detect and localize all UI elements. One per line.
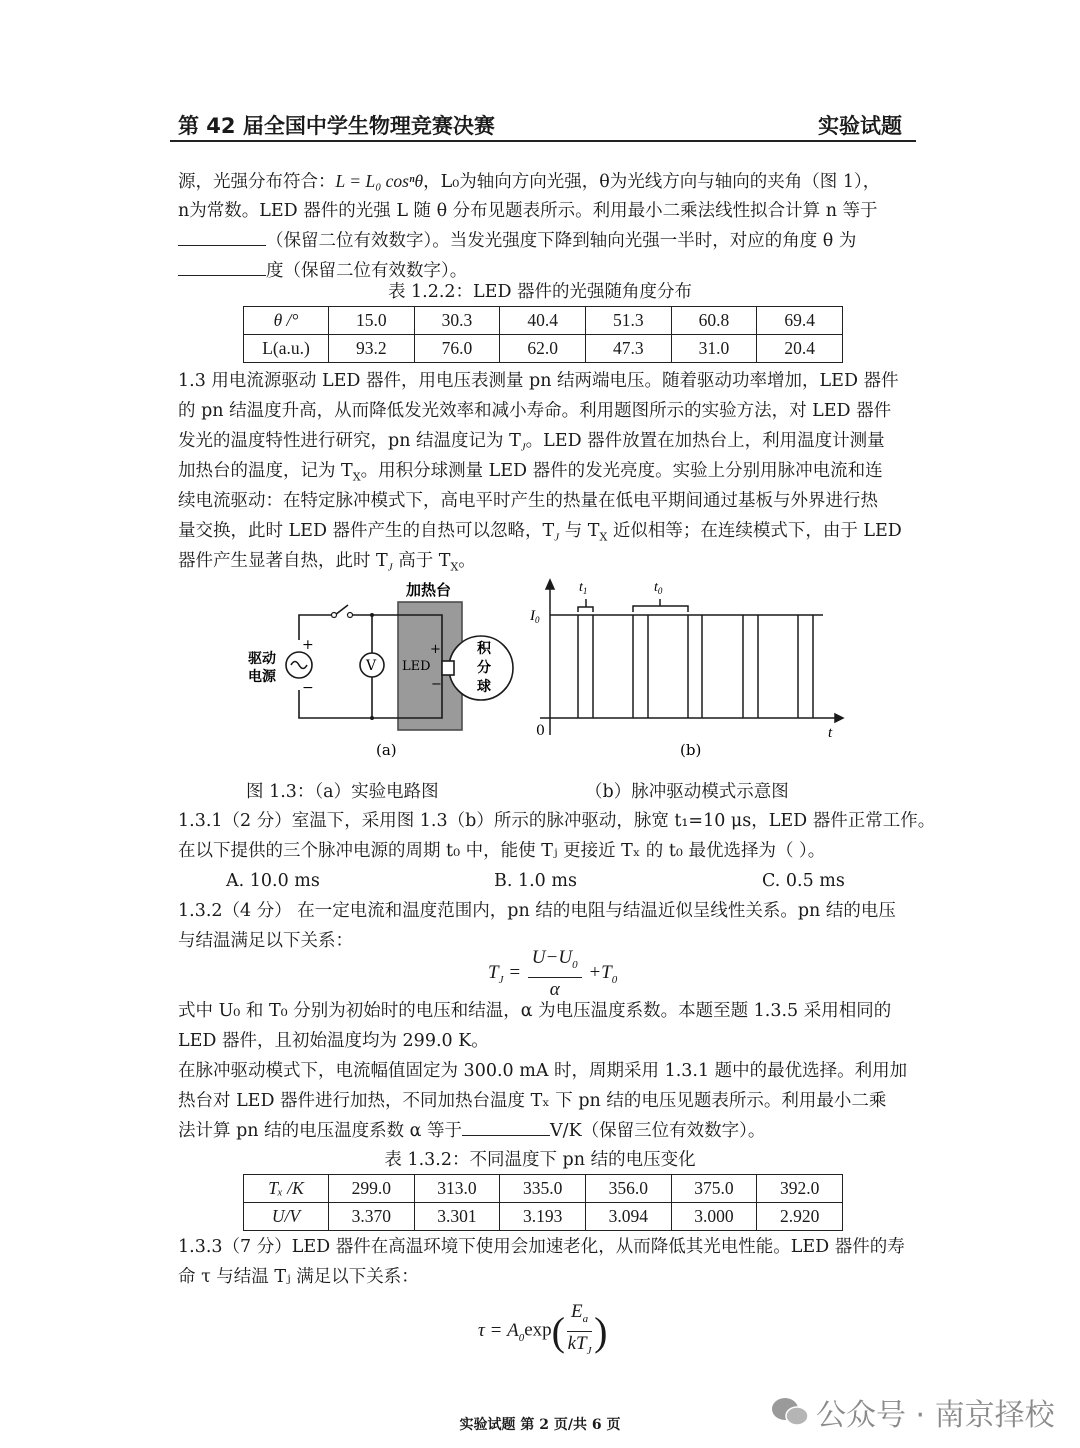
arrow-icon [546,580,554,589]
paragraph-line: 续电流驱动：在特定脉冲模式下，高电平时产生的热量在低电平期间通过基板与外界进行热 [178,491,878,511]
answer-blank-alpha[interactable] [462,1117,550,1136]
table-cell: 62.0 [500,335,586,363]
table-cell: 3.094 [585,1203,671,1231]
table-cell: 313.0 [414,1175,500,1203]
option-c[interactable]: C. 0.5 ms [762,871,845,891]
minus-sign: − [431,677,442,692]
table-cell: 20.4 [757,335,843,363]
plus-sign: + [430,642,441,657]
intro-text: ，L₀为轴向方向光强，θ为光线方向与轴向的夹角（图 1）， [423,172,881,192]
option-b[interactable]: B. 1.0 ms [494,871,577,891]
table-cell: 51.3 [585,307,671,335]
t0-label: $t_0$ [654,580,663,596]
paragraph-text: 。 [458,551,476,571]
table-row [244,1175,843,1203]
paragraph-text: 发光的温度特性进行研究，pn 结温度记为 T [178,431,521,451]
table-cell: 3.370 [329,1203,415,1231]
subscript: X [450,560,459,574]
formula-junction-temp: $T_J$ = $\frac{U-U_0}{\alpha}$ $+T_0$ [488,947,618,1000]
table-cell: 60.8 [671,307,757,335]
t1-bracket [578,607,593,612]
paragraph-text: 加热台的温度，记为 T [178,461,353,481]
sphere-label: 积 [477,641,491,657]
formula-denominator: α [549,978,560,1000]
question-line: 在脉冲驱动模式下，电流幅值固定为 300.0 mA 时，周期采用 1.3.1 题中的最优选择。利用加 [178,1061,908,1081]
answer-blank-n[interactable] [178,227,266,246]
table-cell: θ /° [244,307,329,335]
formula-numerator: U−U [531,947,573,968]
question-line: 热台对 LED 器件进行加热，不同加热台温度 Tₓ 下 pn 结的电压见题表所示。利用最小二乘 [178,1091,887,1111]
ac-wave-icon [291,662,307,669]
t1-label: $t_1$ [579,580,588,596]
paragraph-text: 高于 T [392,551,451,571]
question-line: 1.3.3（7 分）LED 器件在高温环境下使用会加速老化，从而降低其光电性能。LED 器件的寿 [178,1237,905,1257]
table-cell: Tₓ /K [244,1175,329,1203]
question-line: LED 器件，且初始温度均为 299.0 K。 [178,1031,489,1051]
intro-paragraph [178,166,908,286]
table-row [244,335,843,363]
subscript: J [554,531,560,544]
paragraph-text: 与 T [559,521,600,541]
table-row [244,307,843,335]
header-section: 实验试题 [818,114,902,138]
question-text: 法计算 pn 结的电压温度系数 α 等于 [178,1121,463,1141]
subscript: J [387,561,393,574]
plus-sign: + [302,637,314,653]
t0-bracket [633,606,688,612]
paragraph-line: 1.3 用电流源驱动 LED 器件，用电压表测量 pn 结两端电压。随着驱动功率增加，LED 器件 [178,371,899,391]
intro-formula: L = L₀ cosⁿθ [335,171,424,191]
formula-rhs: +T [588,962,612,984]
table-cell: 3.193 [500,1203,586,1231]
led-icon [442,661,454,675]
table1-caption: 表 1.2.2：LED 器件的光强随角度分布 [387,282,693,302]
pulse-group [578,615,813,718]
formula-numerator: E [571,1301,583,1322]
question-text: V/K（保留三位有效数字）。 [550,1121,766,1141]
table-cell: 392.0 [757,1175,843,1203]
table-cell: 299.0 [329,1175,415,1203]
table-cell: 3.301 [414,1203,500,1231]
watermark-text: 公众号 · 南京择校 [816,1398,1055,1433]
paragraph-text: 。LED 器件放置在加热台上，利用温度计测量 [525,431,885,451]
arrow-icon [835,714,843,722]
options-row [178,866,908,896]
table2 [243,1174,843,1231]
section-1-3-paragraph [178,366,908,576]
switch-icon [335,605,348,615]
intro-text: n为常数。LED 器件的光强 L 随 θ 分布见题表所示。利用最小二乘法线性拟合计算 n 等于 [178,201,878,221]
intro-text: （保留二位有效数字）。当发光强度下降到轴向光强一半时，对应的角度 θ 为 [266,231,857,251]
formula-lhs: τ = A [478,1319,519,1341]
t-axis-label: t [828,725,833,741]
i0-label: $I_0$ [530,608,540,625]
paragraph-text: 器件产生显著自热，此时 T [178,551,388,571]
heater-label: 加热台 [406,581,452,599]
switch-terminal [332,613,337,618]
intro-text: 源，光强分布符合： [178,172,336,192]
junction-dot [370,716,374,720]
table-cell: 76.0 [414,335,500,363]
subfigure-label-b: (b) [680,741,702,759]
option-a[interactable]: A. 10.0 ms [226,871,320,891]
table-cell: 2.920 [757,1203,843,1231]
table-cell: 335.0 [500,1175,586,1203]
question-line: 1.3.2（4 分） 在一定电流和温度范围内，pn 结的电阻与结温近似呈线性关系。pn 结的电压 [178,901,896,921]
table-cell: 40.4 [500,307,586,335]
question-line: 与结温满足以下关系： [178,931,353,951]
table-cell: L(a.u.) [244,335,329,363]
table-cell: 3.000 [671,1203,757,1231]
sphere-label: 球 [477,679,491,695]
page-footer: 实验试题 第 2 页/共 6 页 [459,1417,621,1433]
figure-caption-b: （b）脉冲驱动模式示意图 [585,782,789,802]
formula-lhs: T [488,962,499,984]
question-line: 式中 U₀ 和 T₀ 分别为初始时的电压和结温，α 为电压温度系数。本题至题 1.3.5 采用相同的 [178,1001,892,1021]
minus-sign: − [302,680,314,696]
header-divider [170,140,916,142]
table-cell: 69.4 [757,307,843,335]
answer-blank-theta[interactable] [178,257,266,276]
source-label: 电源 [248,669,276,685]
question-line: 在以下提供的三个脉冲电源的周期 t₀ 中，能使 Tⱼ 更接近 Tₓ 的 t₀ 最优选择为（ ）。 [178,841,826,861]
circuit-diagram [230,575,530,765]
table-cell: 93.2 [329,335,415,363]
table-row [244,1203,843,1231]
paragraph-text: 近似相等；在连续模式下，由于 LED [607,521,902,541]
subscript: X [352,470,361,484]
intro-text: 度（保留二位有效数字）。 [266,261,468,281]
question-1-3-3 [178,1232,908,1292]
table-cell: 31.0 [671,335,757,363]
sphere-label: 分 [477,660,491,676]
table-cell: 30.3 [414,307,500,335]
formula-denominator: kT [567,1332,587,1354]
junction-dot [370,613,374,617]
table-cell: U/V [244,1203,329,1231]
subfigure-label-a: (a) [376,741,397,759]
formula-exp: exp [524,1319,552,1341]
paragraph-text: 量交换，此时 LED 器件产生的自热可以忽略，T [178,521,555,541]
header-title: 第 42 届全国中学生物理竞赛决赛 [178,114,495,138]
paragraph-text: 。用积分球测量 LED 器件的发光亮度。实验上分别用脉冲电流和连 [360,461,883,481]
table-cell: 356.0 [585,1175,671,1203]
origin-label: 0 [536,723,545,739]
formula-lifetime: $\tau = A_0\exp$( $\frac{E_a}{kT_J}$ ) [478,1301,608,1357]
table2-caption: 表 1.3.2：不同温度下 pn 结的电压变化 [384,1150,696,1170]
question-line: 命 τ 与结温 Tⱼ 满足以下关系： [178,1267,419,1287]
paragraph-line: 的 pn 结温度升高，从而降低发光效率和减小寿命。利用题图所示的实验方法，对 LED 器件 [178,401,892,421]
source-label: 驱动 [248,651,276,667]
figure-caption-a: 图 1.3：（a）实验电路图 [246,782,439,802]
question-1-3-1 [178,806,936,956]
table-cell: 47.3 [585,335,671,363]
subscript: X [599,530,608,544]
subscript: J [520,441,526,454]
led-label: LED [402,659,431,674]
table-cell: 375.0 [671,1175,757,1203]
question-1-3-2-body [178,996,908,1146]
table1 [243,306,843,363]
voltmeter-label: V [366,658,377,674]
pulse-diagram [530,575,850,765]
table-cell: 15.0 [329,307,415,335]
switch-terminal [348,613,353,618]
question-line: 1.3.1（2 分）室温下，采用图 1.3（b）所示的脉冲驱动，脉宽 t₁=10 μs，LED 器件正常工作。 [178,811,936,831]
